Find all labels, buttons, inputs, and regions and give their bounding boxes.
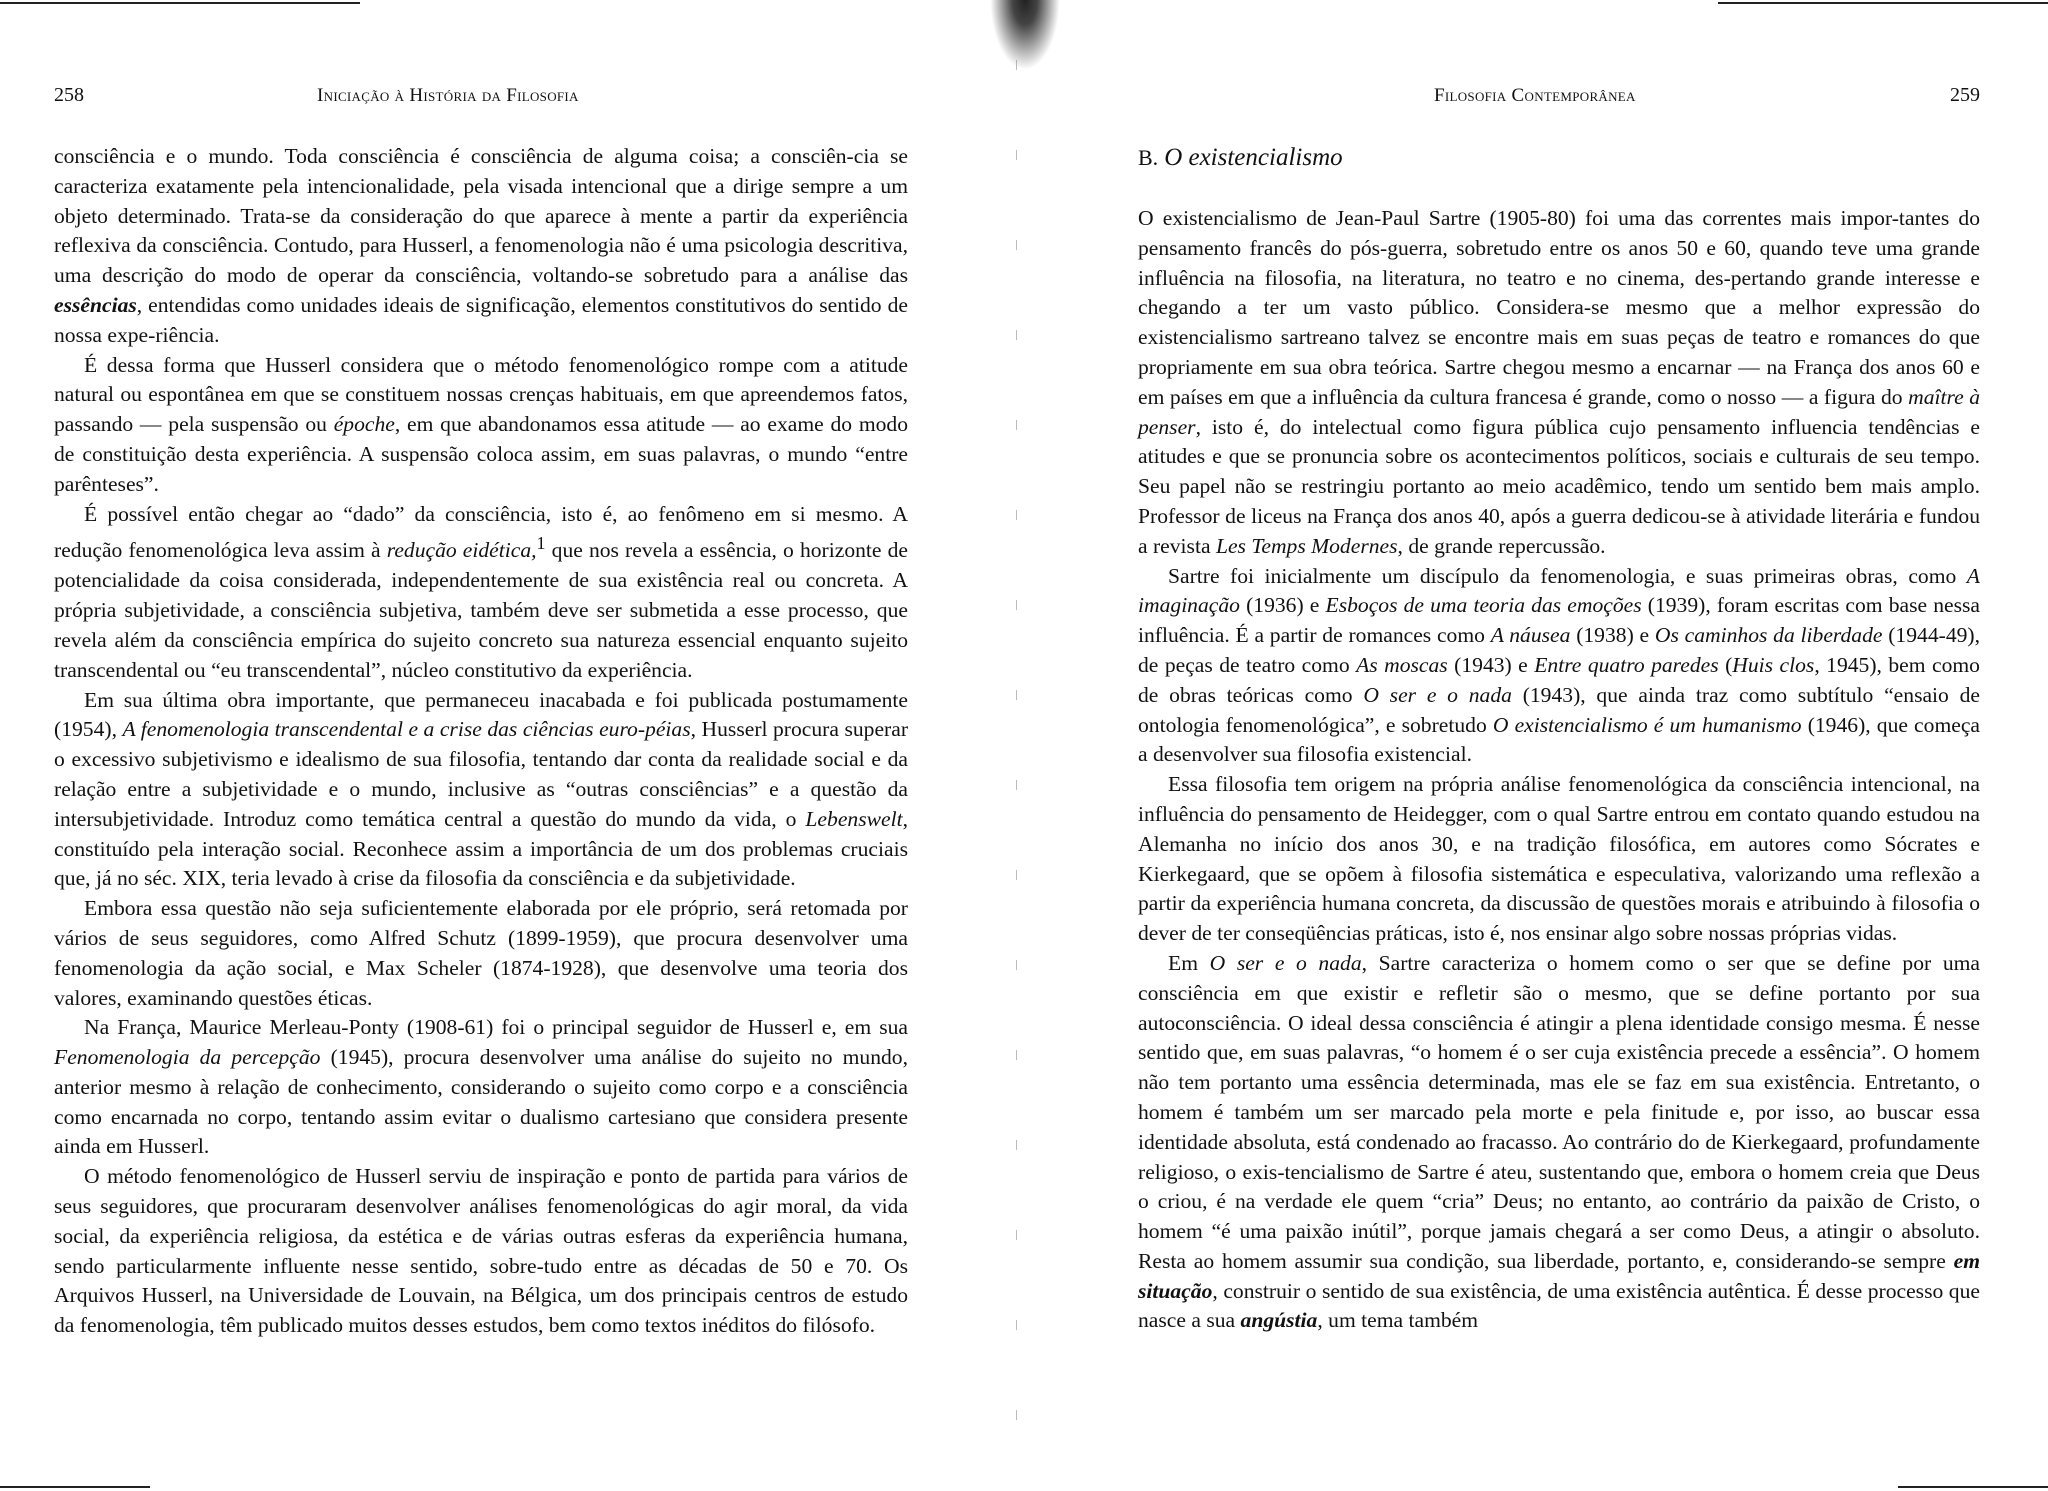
text-run: , Husserl procura superar o excessivo subjetivismo e idealismo de sua filosofia, tentando dar conta da realidade social e da relação entre a subjetividade e o mundo, inclusive as “outras consciências” e a questão da intersubjetividade. Introduz como temática central a questão do mundo da vida, o xyxy=(54,717,909,831)
bold-italic-text: angústia xyxy=(1240,1308,1318,1333)
italic-text: A imaginação xyxy=(1138,563,1980,618)
text-run: Em xyxy=(1168,950,1210,975)
text-run: (1936) e xyxy=(1239,593,1326,618)
italic-text: maître à penser xyxy=(1138,384,1980,439)
italic-text: Les Temps Modernes xyxy=(1215,533,1398,558)
italic-text: O ser e o nada xyxy=(1209,950,1362,975)
paragraph xyxy=(54,1013,908,1162)
italic-text: O existencialismo é um humanismo xyxy=(1492,712,1802,737)
italic-text: redução eidética, xyxy=(386,538,537,563)
text-run: , isto é, do intelectual como figura pública cujo pensamento influencia tendências e atitudes e que se pronuncia sobre os acontecimentos políticos, sociais e culturais de seu tempo. Seu papel não se restringiu portanto ao meio acadêmico, tendo um sentido bem mais amplo. Professor de liceus na França dos anos 40, após a guerra dedicou-se à atividade literária e fundou a revista xyxy=(1138,414,1980,558)
text-run: (1943), que ainda traz como subtítulo “ensaio de ontologia fenomenológica”, e sobretudo xyxy=(1138,682,1980,737)
text-run: É possível então chegar ao “dado” da consciência, isto é, ao fenômeno em si mesmo. A redução fenomenológica leva assim à xyxy=(54,501,908,563)
italic-text: époche xyxy=(333,412,395,437)
body-text xyxy=(1138,204,1980,1336)
paragraph xyxy=(54,351,908,500)
running-head xyxy=(54,84,908,110)
text-run: , um tema também xyxy=(1317,1308,1479,1333)
italic-text: A fenomenologia transcendental e a crise das ciências euro-péias xyxy=(122,717,691,742)
italic-text: Esboços de uma teoria das emoções xyxy=(1325,593,1642,618)
page-number: 259 xyxy=(1950,84,1980,106)
text-run: que nos revela a essência, o horizonte de potencialidade da coisa considerada, independentemente de sua existência real ou concreta. A própria subjetividade, a consciência subjetiva, também deve ser submetida a esse processo, que revela além da consciência empírica do sujeito concreto sua natureza essencial enquanto sujeito transcendental ou “eu transcendental”, núcleo constitutivo da experiência. xyxy=(54,538,908,682)
text-run: consciência e o mundo. Toda consciência é consciência de alguma coisa; a consciên-cia se caracteriza exatamente pela intencionalidade, pela visada intencional que a dirige sempre a um objeto determinado. Trata-se da consideração do que aparece à mente a partir da experiência reflexiva da consciência. Contudo, para Husserl, a fenomenologia não é uma psicologia descritiva, uma descrição do modo de operar da consciência, voltando-se sobretudo para a análise das xyxy=(54,144,908,288)
text-run: (1946), que começa a desenvolver sua filosofia existencial. xyxy=(1138,712,1980,767)
gutter-shadow xyxy=(990,0,1060,70)
scan-edge-bottom-left xyxy=(0,1486,150,1488)
section-title: O existencialismo xyxy=(1164,144,1343,171)
italic-text: Huis clos xyxy=(1732,652,1815,677)
text-run: (1944-49), de peças de teatro como xyxy=(1138,623,1980,677)
text-run: , em que abandonamos essa atitude — ao exame do modo de constituição desta experiência. A suspensão coloca assim, em suas palavras, o mundo “entre parênteses”. xyxy=(54,412,909,496)
paragraph xyxy=(54,142,908,351)
text-run: , Sartre caracteriza o homem como o ser que se define por uma consciência em que existir e refletir são o mesmo, que se define portanto por sua autoconsciência. O ideal dessa consciência é atingir a plena identidade consigo mesma. É nesse sentido que, em suas palavras, “o homem é o ser cuja existência precede a essência”. O homem não tem portanto uma essência determinada, mas ele se faz em sua existência. Entretanto, o homem é também um ser marcado pela morte e pela finitude e, por isso, ao buscar essa identidade absoluta, está condenado ao fracasso. Ao contrário do de Kierkegaard, profundamente religioso, o exis-tencialismo de Sartre é ateu, sustentando que, embora o homem creia que Deus o criou, é na verdade ele quem “cria” Deus; no entanto, ao contrário da paixão de Cristo, o homem “é uma paixão inútil”, porque jamais chegará a ser como Deus, a atingir o absoluto. Resta ao homem assumir sua condição, sua liberdade, portanto, e, considerando-se sempre xyxy=(1138,950,1981,1273)
text-run: (1945), procura desenvolver uma análise do sujeito no mundo, anterior mesmo à relação de conhecimento, considerando o sujeito como corpo e a consciência como encarnada no corpo, tentando assim evitar o dualismo cartesiano que considera presente ainda em Husserl. xyxy=(54,1045,908,1159)
section-letter: B. xyxy=(1138,145,1159,170)
italic-text: Os caminhos da liberdade xyxy=(1654,623,1883,648)
text-run: , 1945), bem como de obras teóricas como xyxy=(1138,652,1980,707)
text-run: , entendidas como unidades ideais de significação, elementos constitutivos do sentido de nossa expe-riência. xyxy=(54,292,908,347)
text-run: (1938) e xyxy=(1570,623,1655,648)
running-head xyxy=(1138,84,1980,110)
paragraph xyxy=(54,894,908,1013)
text-run: Na França, Maurice Merleau-Ponty (1908-61) foi o principal seguidor de Husserl e, em sua xyxy=(84,1015,908,1040)
paragraph xyxy=(1138,770,1980,949)
text-run: O método fenomenológico de Husserl serviu de inspiração e ponto de partida para vários de seus seguidores, que procuraram desenvolver análises fenomenológicas do agir moral, da vida social, da experiência religiosa, da estética e de várias outras esferas da experiência humana, sendo particularmente influente nesse sentido, sobre-tudo entre as décadas de 50 e 70. Os Arquivos Husserl, na Universidade de Louvain, na Bélgica, um dos principais centros de estudo da fenomenologia, têm publicado muitos desses estudos, bem como textos inéditos do filósofo. xyxy=(54,1164,908,1338)
bold-italic-text: em situação xyxy=(1138,1248,1980,1303)
gutter-line xyxy=(1016,60,1017,1440)
text-run: Embora essa questão não seja suficientemente elaborada por ele próprio, será retomada por vários de seus seguidores, como Alfred Schutz (1899-1959), que procura desenvolver uma fenomenologia da ação social, e Max Scheler (1874-1928), que desenvolve uma teoria dos valores, examinando questões éticas. xyxy=(54,896,908,1010)
section-heading xyxy=(1138,144,1343,172)
text-run: , constituído pela interação social. Reconhece assim a importância de um dos problemas cruciais que, já no séc. XIX, teria levado à crise da filosofia da consciência e da subjetividade. xyxy=(54,806,908,891)
italic-text: A náusea xyxy=(1490,623,1571,648)
italic-text: Fenomenologia da percepção xyxy=(54,1045,321,1070)
text-run: (1943) e xyxy=(1447,652,1535,677)
paragraph xyxy=(1138,949,1980,1336)
text-run: É dessa forma que Husserl considera que o método fenomenológico rompe com a atitude natural ou espontânea em que se constituem nossas crenças habituais, em que apreendemos fatos, passando — pela suspensão ou xyxy=(54,352,908,437)
italic-text: Lebenswelt xyxy=(805,806,903,831)
paragraph xyxy=(54,1162,908,1341)
running-head-title: Filosofia Contemporânea xyxy=(1434,85,1636,106)
italic-text: Entre quatro paredes xyxy=(1534,652,1719,677)
paragraph xyxy=(54,686,908,895)
bold-italic-text: essências xyxy=(54,292,137,317)
scan-edge-bottom-right xyxy=(1898,1486,2048,1488)
scan-edge-top-left xyxy=(0,2,360,4)
text-run: ( xyxy=(1718,652,1733,677)
scan-edge-top-right xyxy=(1718,2,2048,4)
italic-text: O ser e o nada xyxy=(1363,682,1512,707)
paragraph xyxy=(54,500,908,686)
text-run: Sartre foi inicialmente um discípulo da fenomenologia, e suas primeiras obras, como xyxy=(1168,563,1967,588)
paragraph xyxy=(1138,204,1980,562)
text-run: O existencialismo de Jean-Paul Sartre (1905-80) foi uma das correntes mais impor-tantes do pensamento francês do pós-guerra, sobretudo entre os anos 50 e 60, quando teve uma grande influência na filosofia, na literatura, no teatro e no cinema, des-pertando grande interesse e chegando a ter um vasto público. Considera-se mesmo que a melhor expressão do existencialismo sartreano talvez se encontre mais em suas peças de teatro e romances do que propriamente em sua obra teórica. Sartre chegou mesmo a encarnar — na França dos anos 60 e em países em que a influência da cultura francesa é grande, como o nosso — a figura do xyxy=(1138,206,1980,409)
text-run: (1939), foram escritas com base nessa influência. É a partir de romances como xyxy=(1138,593,1980,648)
body-text xyxy=(54,142,908,1341)
text-run: , de grande repercussão. xyxy=(1397,533,1606,558)
text-run: , construir o sentido de sua existência, de uma existência autêntica. É desse processo que nasce a sua xyxy=(1138,1278,1980,1333)
text-run: Em sua última obra importante, que permaneceu inacabada e foi publicada postumamente (1954), xyxy=(54,687,908,742)
text-run: Essa filosofia tem origem na própria análise fenomenológica da consciência intencional, na influência do pensamento de Heidegger, com o qual Sartre entrou em contato quando estudou na Alemanha no início dos anos 30, e na tradição filosófica, em autores como Sócrates e Kierkegaard, que se opõem à filosofia sistemática e especulativa, valorizando uma reflexão a partir da experiência humana concreta, da discussão de questões morais e atribuindo à filosofia o dever de ter conseqüências práticas, isto é, nos ensinar algo sobre nossas próprias vidas. xyxy=(1138,772,1980,946)
page-number: 258 xyxy=(54,84,84,106)
running-head-title: Iniciação à História da Filosofia xyxy=(317,85,579,106)
paragraph xyxy=(1138,562,1980,771)
footnote-marker: 1 xyxy=(536,533,546,554)
italic-text: As moscas xyxy=(1356,652,1448,677)
